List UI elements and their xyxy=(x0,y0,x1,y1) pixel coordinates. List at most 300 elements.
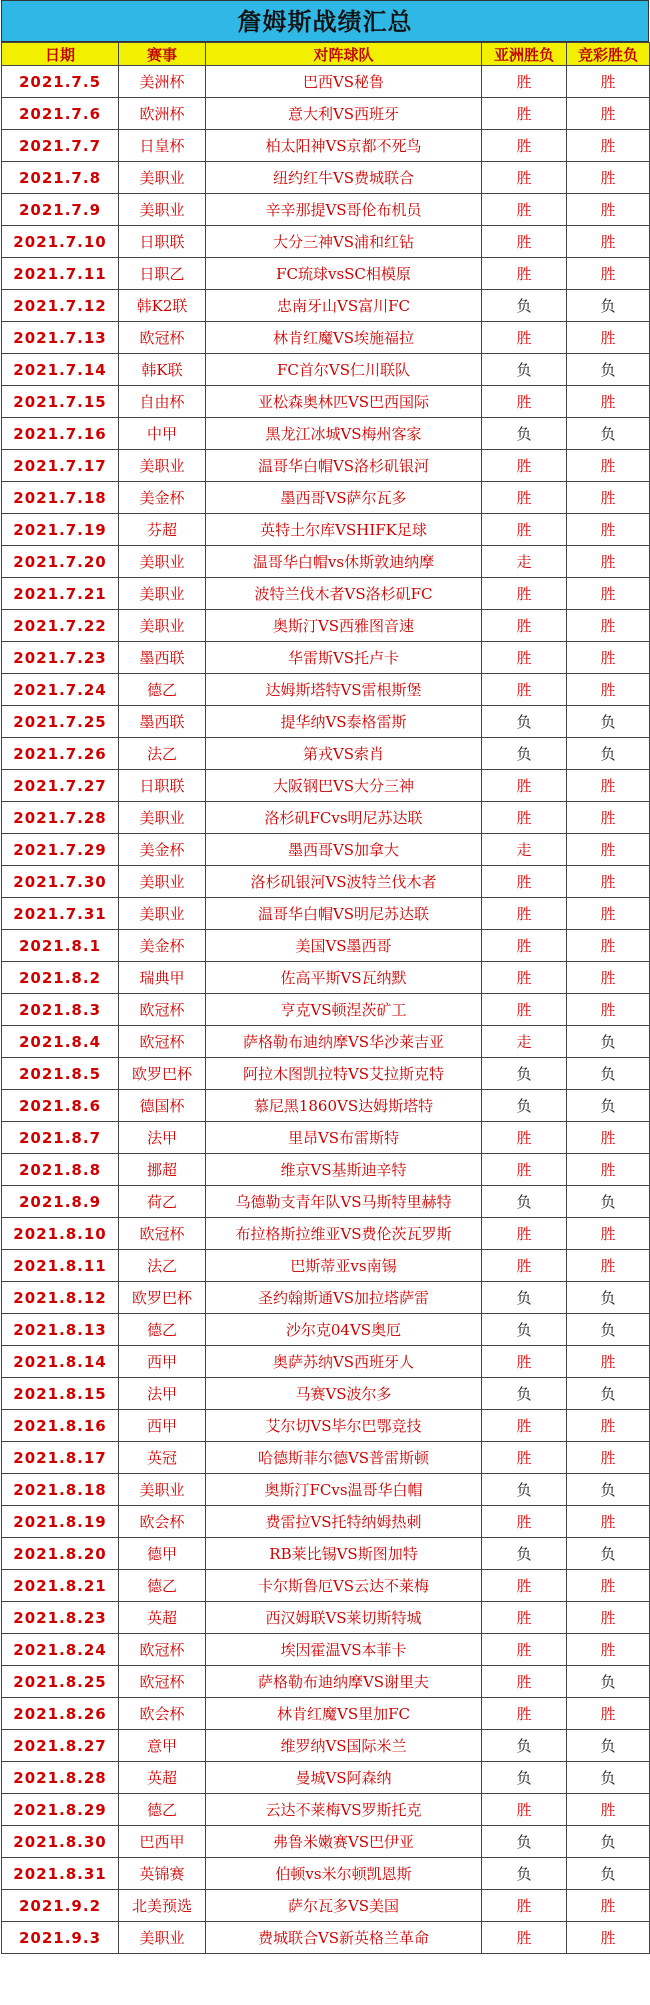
league-cell: 美职业 xyxy=(119,802,206,834)
lottery-result-cell: 负 xyxy=(567,1474,650,1506)
asia-result-cell: 负 xyxy=(482,1826,567,1858)
lottery-result-cell: 负 xyxy=(567,1378,650,1410)
league-cell: 德乙 xyxy=(119,1314,206,1346)
league-cell: 美金杯 xyxy=(119,930,206,962)
lottery-result-cell: 胜 xyxy=(567,578,650,610)
league-cell: 欧罗巴杯 xyxy=(119,1282,206,1314)
match-cell: 亚松森奥林匹VS巴西国际 xyxy=(206,386,482,418)
table-row xyxy=(2,1634,650,1666)
lottery-result-cell: 胜 xyxy=(567,66,650,98)
date-cell: 2021.7.19 xyxy=(2,514,119,546)
lottery-result-cell: 负 xyxy=(567,1026,650,1058)
lottery-result-cell: 胜 xyxy=(567,194,650,226)
lottery-result-cell: 负 xyxy=(567,1730,650,1762)
league-cell: 欧冠杯 xyxy=(119,1666,206,1698)
table-row xyxy=(2,354,650,386)
league-cell: 美职业 xyxy=(119,898,206,930)
match-cell: 温哥华白帽vs休斯敦迪纳摩 xyxy=(206,546,482,578)
date-cell: 2021.8.28 xyxy=(2,1762,119,1794)
match-cell: 费城联合VS新英格兰革命 xyxy=(206,1922,482,1954)
lottery-result-cell: 胜 xyxy=(567,1506,650,1538)
league-cell: 德甲 xyxy=(119,1538,206,1570)
asia-result-cell: 负 xyxy=(482,1186,567,1218)
lottery-result-cell: 胜 xyxy=(567,546,650,578)
table-row xyxy=(2,962,650,994)
asia-result-cell: 胜 xyxy=(482,130,567,162)
date-cell: 2021.8.8 xyxy=(2,1154,119,1186)
league-cell: 美职业 xyxy=(119,162,206,194)
league-cell: 美职业 xyxy=(119,194,206,226)
league-cell: 英锦赛 xyxy=(119,1858,206,1890)
league-cell: 欧冠杯 xyxy=(119,1634,206,1666)
asia-result-cell: 胜 xyxy=(482,674,567,706)
header-row xyxy=(2,43,650,66)
match-cell: 马赛VS波尔多 xyxy=(206,1378,482,1410)
header-lottery-result: 竞彩胜负 xyxy=(567,43,650,66)
asia-result-cell: 胜 xyxy=(482,642,567,674)
league-cell: 美职业 xyxy=(119,450,206,482)
match-cell: 墨西哥VS加拿大 xyxy=(206,834,482,866)
match-cell: 黑龙江冰城VS梅州客家 xyxy=(206,418,482,450)
date-cell: 2021.8.27 xyxy=(2,1730,119,1762)
results-table xyxy=(1,42,650,1954)
match-cell: 西汉姆联VS莱切斯特城 xyxy=(206,1602,482,1634)
asia-result-cell: 胜 xyxy=(482,322,567,354)
lottery-result-cell: 胜 xyxy=(567,514,650,546)
table-row xyxy=(2,1602,650,1634)
match-cell: 萨格勒布迪纳摩VS华沙莱吉亚 xyxy=(206,1026,482,1058)
date-cell: 2021.8.15 xyxy=(2,1378,119,1410)
lottery-result-cell: 负 xyxy=(567,1538,650,1570)
league-cell: 西甲 xyxy=(119,1410,206,1442)
lottery-result-cell: 胜 xyxy=(567,1154,650,1186)
lottery-result-cell: 胜 xyxy=(567,674,650,706)
table-row xyxy=(2,1090,650,1122)
table-row xyxy=(2,258,650,290)
table-row xyxy=(2,386,650,418)
date-cell: 2021.8.16 xyxy=(2,1410,119,1442)
league-cell: 瑞典甲 xyxy=(119,962,206,994)
date-cell: 2021.7.7 xyxy=(2,130,119,162)
match-cell: RB莱比锡VS斯图加特 xyxy=(206,1538,482,1570)
date-cell: 2021.7.13 xyxy=(2,322,119,354)
date-cell: 2021.8.14 xyxy=(2,1346,119,1378)
date-cell: 2021.7.29 xyxy=(2,834,119,866)
table-row xyxy=(2,194,650,226)
lottery-result-cell: 胜 xyxy=(567,386,650,418)
league-cell: 欧冠杯 xyxy=(119,1026,206,1058)
asia-result-cell: 胜 xyxy=(482,1346,567,1378)
asia-result-cell: 胜 xyxy=(482,1794,567,1826)
match-cell: 辛辛那提VS哥伦布机员 xyxy=(206,194,482,226)
match-cell: 巴西VS秘鲁 xyxy=(206,66,482,98)
lottery-result-cell: 胜 xyxy=(567,930,650,962)
match-cell: 亨克VS顿涅茨矿工 xyxy=(206,994,482,1026)
match-cell: 忠南牙山VS富川FC xyxy=(206,290,482,322)
date-cell: 2021.8.5 xyxy=(2,1058,119,1090)
match-cell: 艾尔切VS毕尔巴鄂竞技 xyxy=(206,1410,482,1442)
lottery-result-cell: 胜 xyxy=(567,162,650,194)
asia-result-cell: 负 xyxy=(482,1090,567,1122)
match-cell: 奥斯汀FCvs温哥华白帽 xyxy=(206,1474,482,1506)
league-cell: 西甲 xyxy=(119,1346,206,1378)
asia-result-cell: 走 xyxy=(482,1026,567,1058)
match-cell: 巴斯蒂亚vs南锡 xyxy=(206,1250,482,1282)
asia-result-cell: 胜 xyxy=(482,1442,567,1474)
date-cell: 2021.7.16 xyxy=(2,418,119,450)
match-cell: 大分三神VS浦和红钻 xyxy=(206,226,482,258)
match-cell: 英特土尔库VSHIFK足球 xyxy=(206,514,482,546)
date-cell: 2021.8.19 xyxy=(2,1506,119,1538)
match-cell: 慕尼黑1860VS达姆斯塔特 xyxy=(206,1090,482,1122)
match-cell: 墨西哥VS萨尔瓦多 xyxy=(206,482,482,514)
league-cell: 芬超 xyxy=(119,514,206,546)
league-cell: 美职业 xyxy=(119,1474,206,1506)
match-cell: 大阪钢巴VS大分三神 xyxy=(206,770,482,802)
table-row xyxy=(2,1122,650,1154)
lottery-result-cell: 负 xyxy=(567,1090,650,1122)
date-cell: 2021.8.2 xyxy=(2,962,119,994)
table-row xyxy=(2,226,650,258)
lottery-result-cell: 负 xyxy=(567,354,650,386)
date-cell: 2021.7.20 xyxy=(2,546,119,578)
date-cell: 2021.8.4 xyxy=(2,1026,119,1058)
match-cell: 奥萨苏纳VS西班牙人 xyxy=(206,1346,482,1378)
asia-result-cell: 胜 xyxy=(482,610,567,642)
asia-result-cell: 走 xyxy=(482,546,567,578)
match-cell: 温哥华白帽VS洛杉矶银河 xyxy=(206,450,482,482)
asia-result-cell: 胜 xyxy=(482,194,567,226)
match-cell: 伯顿vs米尔顿凯恩斯 xyxy=(206,1858,482,1890)
league-cell: 德乙 xyxy=(119,674,206,706)
date-cell: 2021.8.30 xyxy=(2,1826,119,1858)
table-row xyxy=(2,482,650,514)
league-cell: 日皇杯 xyxy=(119,130,206,162)
match-cell: 奥斯汀VS西雅图音速 xyxy=(206,610,482,642)
lottery-result-cell: 胜 xyxy=(567,322,650,354)
table-row xyxy=(2,1218,650,1250)
lottery-result-cell: 胜 xyxy=(567,258,650,290)
league-cell: 英超 xyxy=(119,1762,206,1794)
table-row xyxy=(2,322,650,354)
lottery-result-cell: 负 xyxy=(567,418,650,450)
table-row xyxy=(2,770,650,802)
match-cell: 萨尔瓦多VS美国 xyxy=(206,1890,482,1922)
match-cell: FC首尔VS仁川联队 xyxy=(206,354,482,386)
table-row xyxy=(2,1442,650,1474)
lottery-result-cell: 负 xyxy=(567,290,650,322)
date-cell: 2021.7.25 xyxy=(2,706,119,738)
lottery-result-cell: 负 xyxy=(567,706,650,738)
match-cell: 云达不莱梅VS罗斯托克 xyxy=(206,1794,482,1826)
date-cell: 2021.7.24 xyxy=(2,674,119,706)
league-cell: 德乙 xyxy=(119,1794,206,1826)
lottery-result-cell: 负 xyxy=(567,1826,650,1858)
date-cell: 2021.7.8 xyxy=(2,162,119,194)
table-row xyxy=(2,1410,650,1442)
match-cell: 华雷斯VS托卢卡 xyxy=(206,642,482,674)
league-cell: 美职业 xyxy=(119,866,206,898)
table-row xyxy=(2,1186,650,1218)
table-row xyxy=(2,546,650,578)
date-cell: 2021.8.18 xyxy=(2,1474,119,1506)
lottery-result-cell: 胜 xyxy=(567,1634,650,1666)
match-cell: 埃因霍温VS本菲卡 xyxy=(206,1634,482,1666)
match-cell: 第戎VS索肖 xyxy=(206,738,482,770)
date-cell: 2021.7.21 xyxy=(2,578,119,610)
date-cell: 2021.8.6 xyxy=(2,1090,119,1122)
match-cell: 卡尔斯鲁厄VS云达不莱梅 xyxy=(206,1570,482,1602)
table-row xyxy=(2,834,650,866)
match-cell: 佐高平斯VS瓦纳默 xyxy=(206,962,482,994)
league-cell: 欧冠杯 xyxy=(119,1218,206,1250)
lottery-result-cell: 胜 xyxy=(567,610,650,642)
date-cell: 2021.7.10 xyxy=(2,226,119,258)
asia-result-cell: 负 xyxy=(482,1378,567,1410)
date-cell: 2021.7.26 xyxy=(2,738,119,770)
date-cell: 2021.8.7 xyxy=(2,1122,119,1154)
asia-result-cell: 胜 xyxy=(482,994,567,1026)
asia-result-cell: 胜 xyxy=(482,802,567,834)
asia-result-cell: 负 xyxy=(482,1282,567,1314)
table-row xyxy=(2,642,650,674)
date-cell: 2021.7.9 xyxy=(2,194,119,226)
date-cell: 2021.7.18 xyxy=(2,482,119,514)
table-row xyxy=(2,578,650,610)
header-league: 赛事 xyxy=(119,43,206,66)
table-row xyxy=(2,802,650,834)
table-row xyxy=(2,994,650,1026)
match-cell: 费雷拉VS托特纳姆热刺 xyxy=(206,1506,482,1538)
match-cell: 柏太阳神VS京都不死鸟 xyxy=(206,130,482,162)
match-cell: 维京VS基斯迪辛特 xyxy=(206,1154,482,1186)
lottery-result-cell: 负 xyxy=(567,1314,650,1346)
asia-result-cell: 负 xyxy=(482,1314,567,1346)
asia-result-cell: 负 xyxy=(482,1730,567,1762)
asia-result-cell: 胜 xyxy=(482,1890,567,1922)
date-cell: 2021.8.21 xyxy=(2,1570,119,1602)
asia-result-cell: 胜 xyxy=(482,898,567,930)
league-cell: 北美预选 xyxy=(119,1890,206,1922)
league-cell: 日职联 xyxy=(119,770,206,802)
lottery-result-cell: 胜 xyxy=(567,1410,650,1442)
asia-result-cell: 胜 xyxy=(482,1410,567,1442)
league-cell: 墨西联 xyxy=(119,706,206,738)
lottery-result-cell: 胜 xyxy=(567,994,650,1026)
date-cell: 2021.8.3 xyxy=(2,994,119,1026)
asia-result-cell: 胜 xyxy=(482,1602,567,1634)
asia-result-cell: 负 xyxy=(482,1538,567,1570)
table-row xyxy=(2,1154,650,1186)
lottery-result-cell: 负 xyxy=(567,1186,650,1218)
league-cell: 法甲 xyxy=(119,1378,206,1410)
league-cell: 美职业 xyxy=(119,610,206,642)
league-cell: 英冠 xyxy=(119,1442,206,1474)
league-cell: 荷乙 xyxy=(119,1186,206,1218)
league-cell: 美金杯 xyxy=(119,834,206,866)
match-cell: 波特兰伐木者VS洛杉矶FC xyxy=(206,578,482,610)
date-cell: 2021.9.2 xyxy=(2,1890,119,1922)
league-cell: 欧会杯 xyxy=(119,1698,206,1730)
date-cell: 2021.8.11 xyxy=(2,1250,119,1282)
lottery-result-cell: 胜 xyxy=(567,450,650,482)
match-cell: 温哥华白帽VS明尼苏达联 xyxy=(206,898,482,930)
match-cell: 布拉格斯拉维亚VS费伦茨瓦罗斯 xyxy=(206,1218,482,1250)
table-row xyxy=(2,1890,650,1922)
league-cell: 日职联 xyxy=(119,226,206,258)
match-cell: 乌德勒支青年队VS马斯特里赫特 xyxy=(206,1186,482,1218)
league-cell: 欧冠杯 xyxy=(119,322,206,354)
date-cell: 2021.8.31 xyxy=(2,1858,119,1890)
lottery-result-cell: 负 xyxy=(567,1858,650,1890)
date-cell: 2021.8.24 xyxy=(2,1634,119,1666)
table-row xyxy=(2,898,650,930)
league-cell: 欧罗巴杯 xyxy=(119,1058,206,1090)
league-cell: 美职业 xyxy=(119,578,206,610)
table-row xyxy=(2,1922,650,1954)
asia-result-cell: 胜 xyxy=(482,1666,567,1698)
match-cell: 纽约红牛VS费城联合 xyxy=(206,162,482,194)
league-cell: 墨西联 xyxy=(119,642,206,674)
table-row xyxy=(2,1570,650,1602)
match-cell: 美国VS墨西哥 xyxy=(206,930,482,962)
table-row xyxy=(2,1858,650,1890)
table-row xyxy=(2,930,650,962)
table-row xyxy=(2,674,650,706)
date-cell: 2021.7.11 xyxy=(2,258,119,290)
league-cell: 欧洲杯 xyxy=(119,98,206,130)
table-row xyxy=(2,706,650,738)
date-cell: 2021.7.23 xyxy=(2,642,119,674)
asia-result-cell: 胜 xyxy=(482,866,567,898)
match-cell: 沙尔克04VS奥厄 xyxy=(206,1314,482,1346)
asia-result-cell: 胜 xyxy=(482,226,567,258)
asia-result-cell: 胜 xyxy=(482,450,567,482)
lottery-result-cell: 胜 xyxy=(567,962,650,994)
date-cell: 2021.8.29 xyxy=(2,1794,119,1826)
match-cell: 维罗纳VS国际米兰 xyxy=(206,1730,482,1762)
lottery-result-cell: 胜 xyxy=(567,482,650,514)
date-cell: 2021.7.14 xyxy=(2,354,119,386)
date-cell: 2021.8.9 xyxy=(2,1186,119,1218)
league-cell: 德国杯 xyxy=(119,1090,206,1122)
lottery-result-cell: 胜 xyxy=(567,1250,650,1282)
league-cell: 美职业 xyxy=(119,1922,206,1954)
asia-result-cell: 胜 xyxy=(482,1570,567,1602)
match-cell: 林肯红魔VS里加FC xyxy=(206,1698,482,1730)
asia-result-cell: 胜 xyxy=(482,1506,567,1538)
table-row xyxy=(2,1506,650,1538)
asia-result-cell: 负 xyxy=(482,738,567,770)
match-cell: 里昂VS布雷斯特 xyxy=(206,1122,482,1154)
asia-result-cell: 负 xyxy=(482,1762,567,1794)
date-cell: 2021.7.17 xyxy=(2,450,119,482)
results-sheet xyxy=(1,0,649,1954)
match-cell: 意大利VS西班牙 xyxy=(206,98,482,130)
table-row xyxy=(2,1762,650,1794)
match-cell: 萨格勒布迪纳摩VS谢里夫 xyxy=(206,1666,482,1698)
asia-result-cell: 胜 xyxy=(482,514,567,546)
asia-result-cell: 胜 xyxy=(482,98,567,130)
league-cell: 意甲 xyxy=(119,1730,206,1762)
table-body xyxy=(2,66,650,1954)
lottery-result-cell: 胜 xyxy=(567,1794,650,1826)
table-row xyxy=(2,1282,650,1314)
asia-result-cell: 走 xyxy=(482,834,567,866)
table-row xyxy=(2,1666,650,1698)
table-row xyxy=(2,418,650,450)
match-cell: 洛杉矶银河VS波特兰伐木者 xyxy=(206,866,482,898)
date-cell: 2021.8.20 xyxy=(2,1538,119,1570)
league-cell: 日职乙 xyxy=(119,258,206,290)
lottery-result-cell: 胜 xyxy=(567,770,650,802)
asia-result-cell: 负 xyxy=(482,1058,567,1090)
asia-result-cell: 胜 xyxy=(482,578,567,610)
league-cell: 法甲 xyxy=(119,1122,206,1154)
league-cell: 欧会杯 xyxy=(119,1506,206,1538)
lottery-result-cell: 胜 xyxy=(567,1922,650,1954)
match-cell: 林肯红魔VS埃施福拉 xyxy=(206,322,482,354)
lottery-result-cell: 胜 xyxy=(567,1890,650,1922)
league-cell: 中甲 xyxy=(119,418,206,450)
table-row xyxy=(2,130,650,162)
table-row xyxy=(2,1474,650,1506)
asia-result-cell: 负 xyxy=(482,418,567,450)
lottery-result-cell: 负 xyxy=(567,1666,650,1698)
header-asia-result: 亚洲胜负 xyxy=(482,43,567,66)
league-cell: 自由杯 xyxy=(119,386,206,418)
date-cell: 2021.7.6 xyxy=(2,98,119,130)
lottery-result-cell: 胜 xyxy=(567,1122,650,1154)
table-row xyxy=(2,514,650,546)
date-cell: 2021.8.23 xyxy=(2,1602,119,1634)
lottery-result-cell: 胜 xyxy=(567,642,650,674)
date-cell: 2021.7.30 xyxy=(2,866,119,898)
lottery-result-cell: 负 xyxy=(567,738,650,770)
lottery-result-cell: 胜 xyxy=(567,1442,650,1474)
date-cell: 2021.7.27 xyxy=(2,770,119,802)
match-cell: 达姆斯塔特VS雷根斯堡 xyxy=(206,674,482,706)
asia-result-cell: 负 xyxy=(482,706,567,738)
date-cell: 2021.7.28 xyxy=(2,802,119,834)
lottery-result-cell: 胜 xyxy=(567,834,650,866)
lottery-result-cell: 胜 xyxy=(567,1698,650,1730)
league-cell: 美职业 xyxy=(119,546,206,578)
league-cell: 巴西甲 xyxy=(119,1826,206,1858)
lottery-result-cell: 胜 xyxy=(567,866,650,898)
table-row xyxy=(2,1378,650,1410)
date-cell: 2021.8.17 xyxy=(2,1442,119,1474)
asia-result-cell: 胜 xyxy=(482,1154,567,1186)
lottery-result-cell: 胜 xyxy=(567,1602,650,1634)
asia-result-cell: 胜 xyxy=(482,162,567,194)
lottery-result-cell: 负 xyxy=(567,1282,650,1314)
asia-result-cell: 胜 xyxy=(482,1250,567,1282)
league-cell: 德乙 xyxy=(119,1570,206,1602)
asia-result-cell: 胜 xyxy=(482,258,567,290)
sheet-title: 詹姆斯战绩汇总 xyxy=(1,0,649,42)
league-cell: 美金杯 xyxy=(119,482,206,514)
lottery-result-cell: 负 xyxy=(567,1058,650,1090)
date-cell: 2021.8.13 xyxy=(2,1314,119,1346)
table-row xyxy=(2,1314,650,1346)
asia-result-cell: 胜 xyxy=(482,1218,567,1250)
league-cell: 韩K联 xyxy=(119,354,206,386)
table-row xyxy=(2,290,650,322)
table-row xyxy=(2,1250,650,1282)
table-row xyxy=(2,1058,650,1090)
asia-result-cell: 胜 xyxy=(482,66,567,98)
